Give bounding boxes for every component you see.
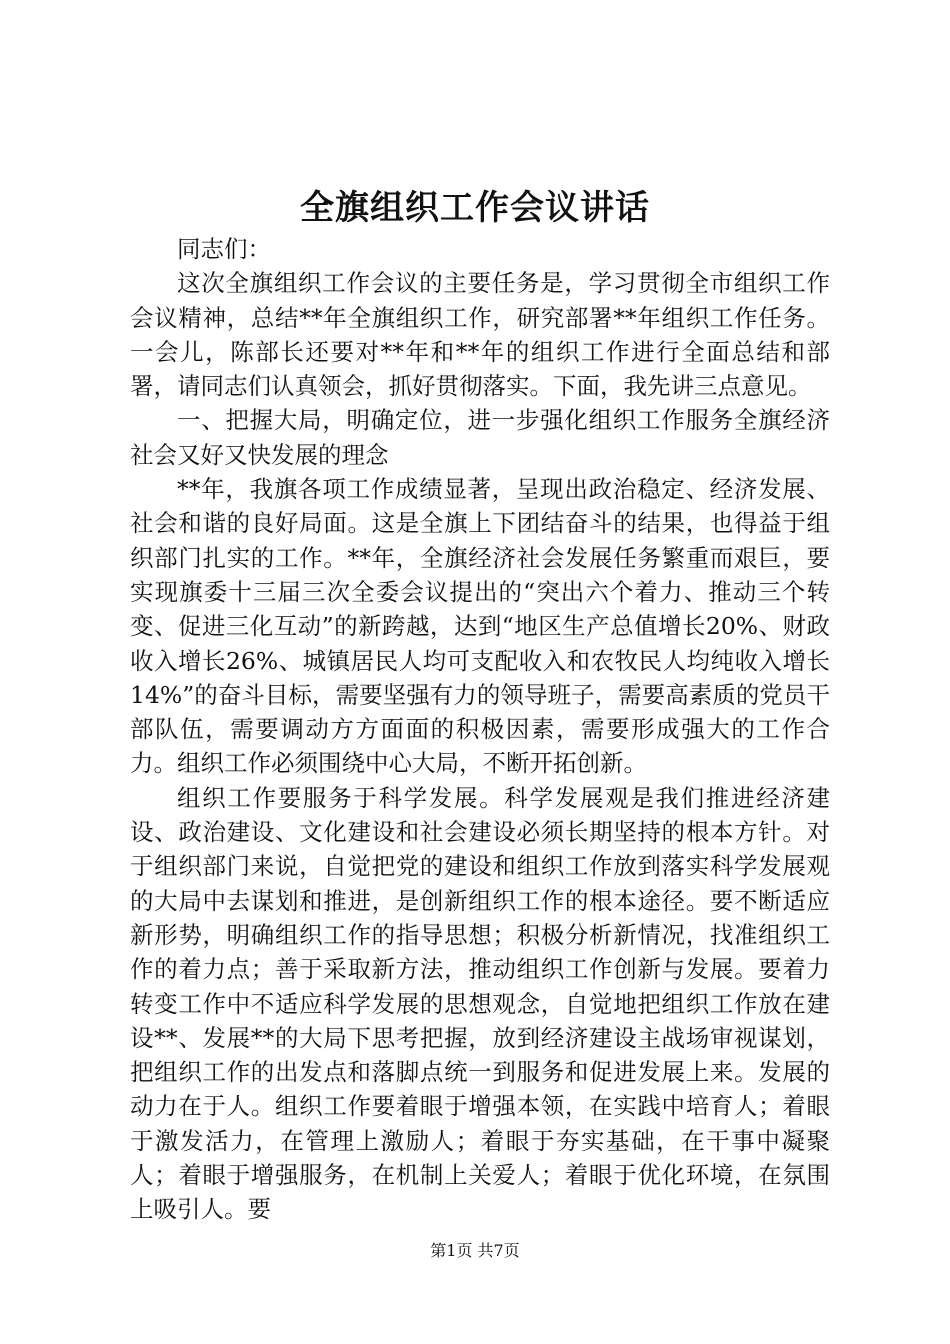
body-paragraph: **年，我旗各项工作成绩显著，呈现出政治稳定、经济发展、社会和谐的良好局面。这是全旗上下团结奋斗的结果，也得益于组织部门扎实的工作。**年，全旗经济社会发展任务繁重而艰巨，要实现旗委十三届三次全委会议提出的“突出六个着力、推动三个转变、促进三化互动”的新跨越，达到“地区生产总值增长20%、财政收入增长26%、城镇居民人均可支配收入和农牧民人均纯收入增长14%”的奋斗目标，需要坚强有力的领导班子，需要高素质的党员干部队伍，需要调动方方面面的积极因素，需要形成强大的工作合力。组织工作必须围绕中心大局，不断开拓创新。 [130,475,830,778]
body-paragraph: 这次全旗组织工作会议的主要任务是，学习贯彻全市组织工作会议精神，总结**年全旗组织工作，研究部署**年组织工作任务。一会儿，陈部长还要对**年和**年的组织工作进行全面总结和部署，请同志们认真领会，抓好贯彻落实。下面，我先讲三点意见。 [130,269,830,401]
salutation-paragraph: 同志们： [177,235,271,263]
section-heading-paragraph: 一、把握大局，明确定位，进一步强化组织工作服务全旗经济社会又好又快发展的理念 [130,406,830,469]
page-number-footer: 第1页 共7页 [430,1241,520,1260]
body-paragraph: 组织工作要服务于科学发展。科学发展观是我们推进经济建设、政治建设、文化建设和社会建设必须长期坚持的根本方针。对于组织部门来说，自觉把党的建设和组织工作放到落实科学发展观的大局中去谋划和推进，是创新组织工作的根本途径。要不断适应新形势，明确组织工作的指导思想；积极分析新情况，找准组织工作的着力点；善于采取新方法，推动组织工作创新与发展。要着力转变工作中不适应科学发展的思想观念，自觉地把组织工作放在建设**、发展**的大局下思考把握，放到经济建设主战场审视谋划，把组织工作的出发点和落脚点统一到服务和促进发展上来。发展的动力在于人。组织工作要着眼于增强本领，在实践中培育人；着眼于激发活力，在管理上激励人；着眼于夯实基础，在干事中凝聚人；着眼于增强服务，在机制上关爱人；着眼于优化环境，在氛围上吸引人。要 [130,783,830,1224]
document-body [130,232,830,1227]
document-title: 全旗组织工作会议讲话 [300,188,650,228]
